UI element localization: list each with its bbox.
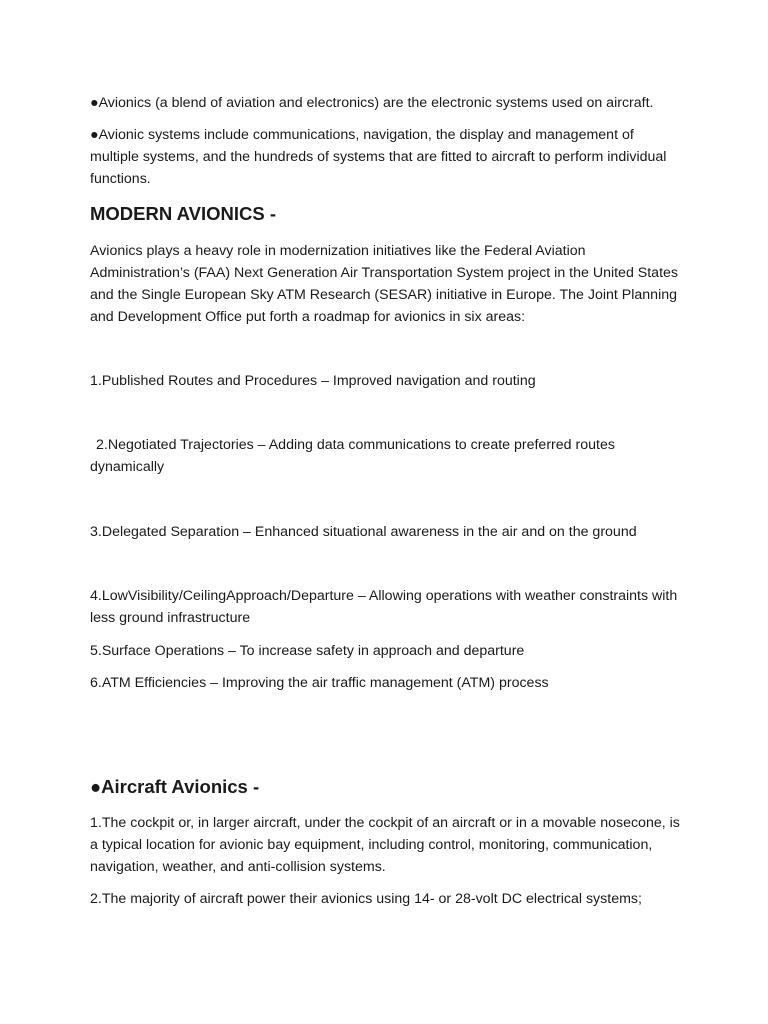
roadmap-item-1: 1.Published Routes and Procedures – Improved navigation and routing	[90, 373, 536, 389]
aircraft-item-2: 2.The majority of aircraft power their avionics using 14- or 28-volt DC electrical systems;	[90, 891, 642, 907]
modern-avionics-heading: MODERN AVIONICS -	[90, 203, 277, 224]
roadmap-item-5: 5.Surface Operations – To increase safety in approach and departure	[90, 643, 525, 659]
aircraft-avionics-heading: ●Aircraft Avionics -	[90, 776, 260, 797]
roadmap-item-3: 3.Delegated Separation – Enhanced situational awareness in the air and on the ground	[90, 524, 637, 540]
aircraft-item-1: 1.The cockpit or, in larger aircraft, under the cockpit of an aircraft or in a movable nosecone, is a typical location for avionic bay equipment, including control, monitoring, communication, navigation, weather, and anti-collision systems.	[90, 815, 680, 875]
roadmap-item-4: 4.LowVisibility/CeilingApproach/Departure – Allowing operations with weather constraints with less ground infrastructure	[90, 588, 678, 626]
modern-avionics-paragraph: Avionics plays a heavy role in modernization initiatives like the Federal Aviation Administration’s (FAA) Next Generation Air Transportation System project in the United States and the Single European Sky ATM Research (SESAR) initiative in Europe. The Joint Planning and Development Office put forth a roadmap for avionics in six areas:	[90, 243, 678, 325]
roadmap-item-2: 2.Negotiated Trajectories – Adding data communications to create preferred routes dynamically	[90, 437, 615, 475]
intro-bullet-2: ●Avionic systems include communications, navigation, the display and management of multiple systems, and the hundreds of systems that are fitted to aircraft to perform individual functions.	[90, 127, 667, 187]
intro-bullet-1: ●Avionics (a blend of aviation and electronics) are the electronic systems used on aircraft.	[90, 95, 654, 111]
roadmap-item-6: 6.ATM Efficiencies – Improving the air traffic management (ATM) process	[90, 675, 549, 691]
